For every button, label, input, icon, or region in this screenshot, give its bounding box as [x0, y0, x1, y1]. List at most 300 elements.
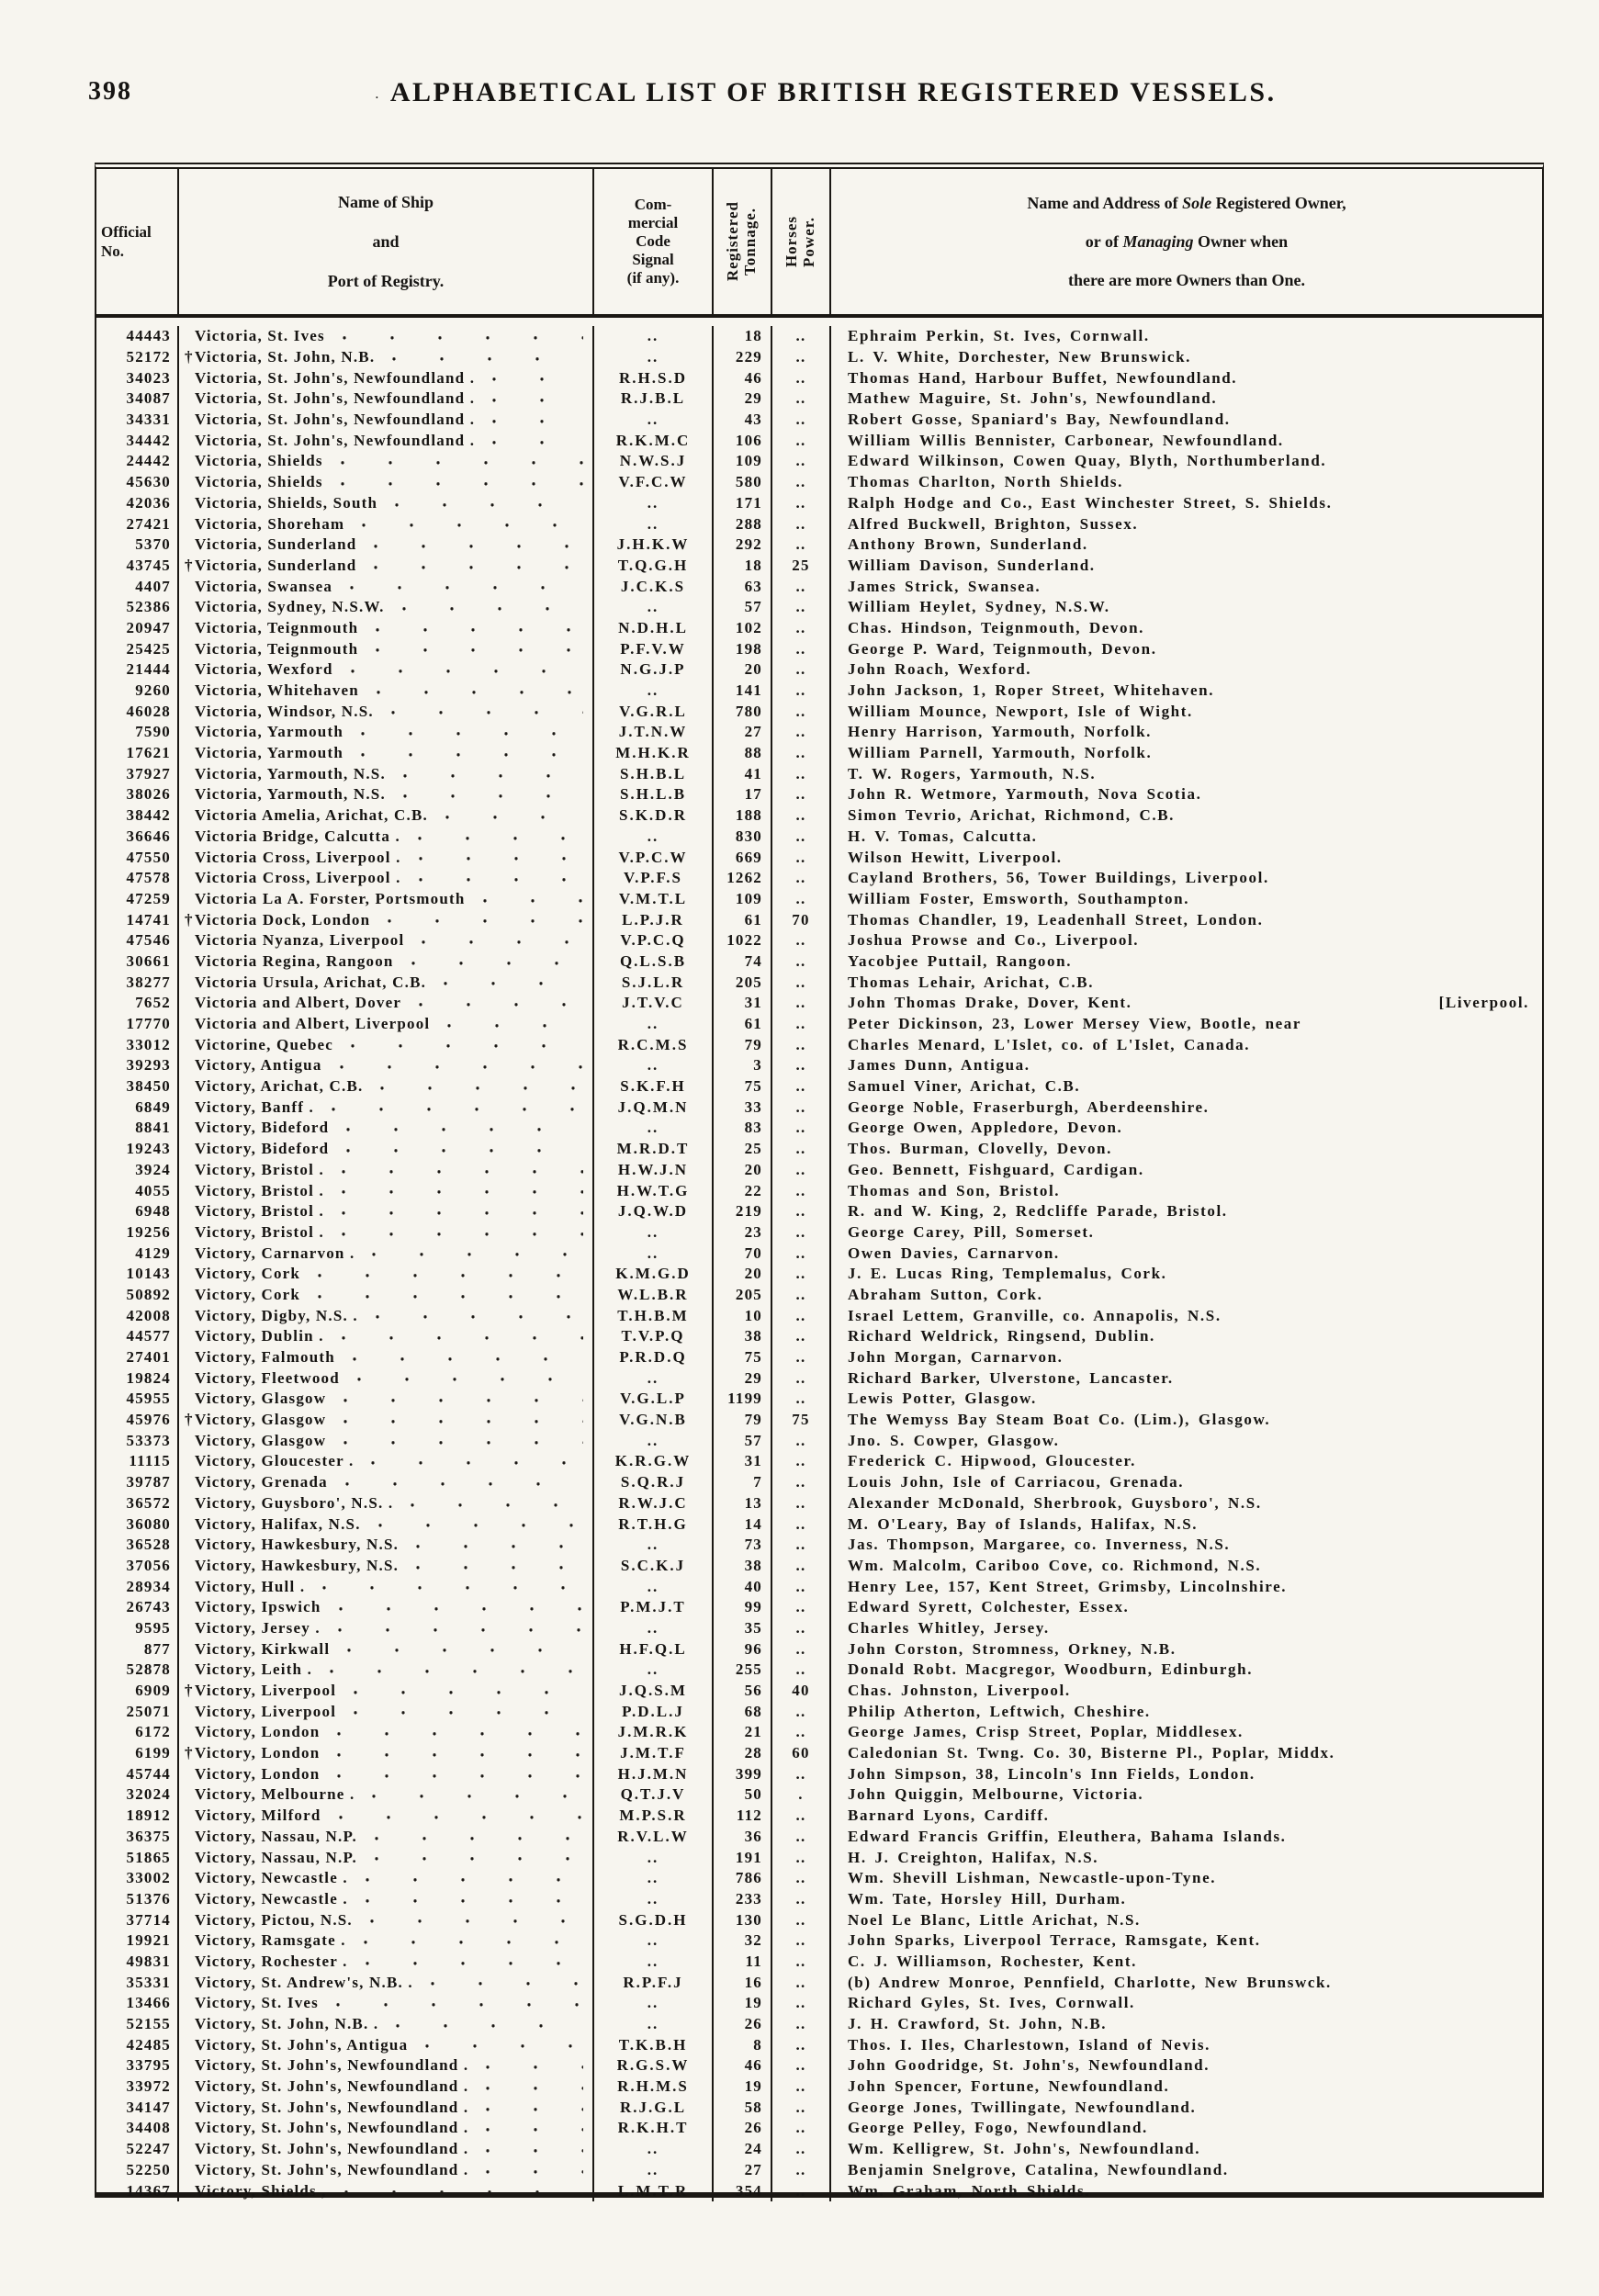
dot-leader [339, 1410, 583, 1431]
dot-leader [406, 1493, 583, 1514]
ship-name: Victory, Liverpool [195, 1702, 337, 1720]
table-row [96, 2160, 1542, 2181]
dot-leader [318, 1576, 583, 1597]
owner-cell [829, 1909, 1542, 1930]
owner-text: Barnard Lyons, Cardiff. [848, 1806, 1050, 1825]
table-row [96, 1118, 1542, 1139]
official-no: 3924 [135, 1160, 171, 1178]
ship-name-cell [177, 1139, 592, 1160]
ship-name-cell [177, 784, 592, 805]
ship-name: Victoria, St. John, N.B. [195, 348, 376, 366]
header-owner-line2: or of Managing Owner when [1085, 231, 1289, 251]
official-no: 42008 [126, 1306, 171, 1324]
ship-name: Victoria and Albert, Liverpool [195, 1015, 431, 1033]
table-row [96, 951, 1542, 973]
ship-name-cell [177, 2139, 592, 2160]
owner-text: Benjamin Snelgrove, Catalina, Newfoundland. [848, 2160, 1229, 2178]
official-no: 24442 [126, 452, 171, 470]
owner-text: Louis John, Isle of Carriacou, Grenada. [848, 1473, 1185, 1491]
table-row [96, 1722, 1542, 1743]
official-no: 45955 [126, 1390, 171, 1408]
official-no: 37056 [126, 1556, 171, 1574]
table-row [96, 1597, 1542, 1618]
dot-leader [357, 513, 583, 535]
table-row [96, 681, 1542, 702]
owner-cell [829, 513, 1542, 535]
page-number: 398 [88, 77, 132, 106]
horse-power: .. [771, 410, 829, 431]
ship-name: Victoria, Yarmouth, N.S. [195, 764, 386, 782]
dot-leader [441, 805, 583, 827]
ship-name-cell [177, 1367, 592, 1389]
official-no: 50892 [126, 1285, 171, 1303]
table-row [96, 1638, 1542, 1660]
ship-name-cell [177, 659, 592, 681]
horse-power: .. [771, 868, 829, 889]
ship-name-cell [177, 1597, 592, 1618]
ship-name-cell [177, 1430, 592, 1451]
official-no: 26743 [126, 1598, 171, 1616]
ship-name: Victoria and Albert, Dover [195, 994, 402, 1012]
ship-name: Victoria Bridge, Calcutta . [195, 827, 400, 845]
official-no: 33972 [126, 2077, 171, 2096]
ship-name-cell [177, 1285, 592, 1306]
ship-name-cell [177, 1868, 592, 1889]
registered-tonnage: 171 [712, 493, 771, 514]
owner-text: Robert Gosse, Spaniard's Bay, Newfoundland. [848, 411, 1231, 429]
registered-tonnage: 1022 [712, 930, 771, 951]
registered-tonnage: 36 [712, 1827, 771, 1848]
table-row [96, 1367, 1542, 1389]
code-signal: K.M.G.D [592, 1264, 712, 1285]
dot-leader [359, 1930, 583, 1952]
owner-text: Alfred Buckwell, Brighton, Sussex. [848, 514, 1139, 533]
code-signal: R.V.L.W [592, 1827, 712, 1848]
ship-name-cell [177, 1243, 592, 1264]
registered-tonnage: 38 [712, 1556, 771, 1577]
ship-name-cell [177, 1909, 592, 1930]
horse-power: .. [771, 472, 829, 493]
header-official-line2: No. [101, 242, 125, 260]
horse-power: .. [771, 1097, 829, 1118]
registered-tonnage: 1199 [712, 1389, 771, 1410]
owner-cell [829, 597, 1542, 618]
owner-text: Thos. Burman, Clovelly, Devon. [848, 1140, 1112, 1158]
dagger-mark: † [185, 910, 194, 929]
table-row [96, 556, 1542, 577]
ship-name-cell [177, 1638, 592, 1660]
horse-power: .. [771, 722, 829, 743]
code-signal: .. [592, 827, 712, 848]
registered-tonnage: 28 [712, 1743, 771, 1764]
owner-cell [829, 493, 1542, 514]
owner-text: (b) Andrew Monroe, Pennfield, Charlotte, New Brunswck. [848, 1973, 1332, 1991]
registered-tonnage: 38 [712, 1326, 771, 1347]
owner-text: George Carey, Pill, Somerset. [848, 1222, 1095, 1241]
ship-name-cell [177, 472, 592, 493]
ship-name: Victory, Bideford [195, 1140, 330, 1158]
ship-name-cell [177, 1701, 592, 1722]
official-no: 30661 [126, 951, 171, 970]
dot-leader [370, 1847, 583, 1868]
horse-power: .. [771, 827, 829, 848]
code-signal: .. [592, 410, 712, 431]
table-row [96, 1847, 1542, 1868]
ship-name: Victory, Glasgow [195, 1431, 327, 1449]
dot-leader [479, 889, 584, 910]
ship-name-cell [177, 618, 592, 639]
dot-leader [371, 638, 583, 659]
owner-cell [829, 972, 1542, 993]
owner-cell [829, 1618, 1542, 1639]
code-signal: K.R.G.W [592, 1451, 712, 1472]
ship-name-cell [177, 2014, 592, 2035]
owner-cell [829, 743, 1542, 764]
official-no: 34147 [126, 2098, 171, 2116]
horse-power: .. [771, 659, 829, 681]
owner-text: George Owen, Appledore, Devon. [848, 1119, 1123, 1137]
owner-cell [829, 576, 1542, 597]
official-no: 43745 [126, 556, 171, 574]
registered-tonnage: 41 [712, 763, 771, 784]
ship-name: Victory, Carnarvon . [195, 1244, 355, 1262]
table-row [96, 2077, 1542, 2098]
horse-power: .. [771, 1305, 829, 1326]
official-no: 877 [143, 1639, 171, 1658]
registered-tonnage: 109 [712, 451, 771, 472]
official-no: 14367 [126, 2181, 171, 2200]
registered-tonnage: 32 [712, 1930, 771, 1952]
horse-power: .. [771, 618, 829, 639]
owner-text: John Goodridge, St. John's, Newfoundland. [848, 2056, 1211, 2075]
owner-text: Samuel Viner, Arichat, C.B. [848, 1077, 1081, 1096]
owner-cell [829, 1264, 1542, 1285]
ship-name: Victory, Newcastle . [195, 1889, 348, 1908]
official-no: 47259 [126, 889, 171, 907]
code-signal: M.R.D.T [592, 1139, 712, 1160]
table-row [96, 743, 1542, 764]
ship-name: Victory, Hull . [195, 1577, 306, 1595]
dot-leader [333, 1618, 583, 1639]
official-no: 39787 [126, 1473, 171, 1491]
owner-text: John Quiggin, Melbourne, Victoria. [848, 1785, 1144, 1804]
header-owner-line3: there are more Owners than One. [1068, 270, 1305, 289]
code-signal: S.Q.R.J [592, 1472, 712, 1493]
table-row [96, 493, 1542, 514]
owner-text: Wm. Kelligrew, St. John's, Newfoundland. [848, 2140, 1201, 2158]
horse-power: .. [771, 1034, 829, 1055]
dot-leader [481, 2118, 583, 2139]
official-no: 33002 [126, 1869, 171, 1887]
horse-power: .. [771, 1638, 829, 1660]
table-row [96, 701, 1542, 722]
table-row [96, 2097, 1542, 2118]
header-tonnage-word1: Registered [724, 201, 742, 282]
official-no: 51865 [126, 1848, 171, 1866]
horse-power: .. [771, 2139, 829, 2160]
official-no: 49831 [126, 1952, 171, 1970]
owner-text: Chas. Hindson, Teignmouth, Devon. [848, 618, 1145, 636]
official-no: 8841 [135, 1119, 171, 1137]
ship-name: Victoria, Windsor, N.S. [195, 702, 374, 720]
table-row [96, 1618, 1542, 1639]
owner-text: Owen Davies, Carnarvon. [848, 1244, 1060, 1262]
code-signal: R.K.M.C [592, 430, 712, 451]
ship-name: Victory, Arichat, C.B. [195, 1077, 364, 1096]
ship-name-cell [177, 2118, 592, 2139]
owner-cell [829, 535, 1542, 556]
ship-name: Victory, Cork [195, 1265, 301, 1283]
owner-cell [829, 1180, 1542, 1201]
registered-tonnage: 35 [712, 1618, 771, 1639]
dot-leader [334, 1597, 583, 1618]
owner-text: Cayland Brothers, 56, Tower Buildings, Liverpool. [848, 869, 1269, 887]
registered-tonnage: 191 [712, 1847, 771, 1868]
owner-text: Edward Syrett, Colchester, Essex. [848, 1598, 1130, 1616]
owner-text: Thomas Charlton, North Shields. [848, 473, 1123, 491]
code-signal: H.F.Q.L [592, 1638, 712, 1660]
registered-tonnage: 79 [712, 1034, 771, 1055]
table-body [96, 318, 1542, 2201]
ship-name-cell [177, 493, 592, 514]
dagger-mark: † [185, 1411, 194, 1429]
ship-name-cell [177, 2077, 592, 2098]
owner-cell [829, 2118, 1542, 2139]
table-row [96, 1556, 1542, 1577]
header-owner [829, 169, 1542, 314]
dot-leader [383, 909, 583, 930]
owner-cell [829, 2097, 1542, 2118]
owner-cell [829, 659, 1542, 681]
ship-name: Victoria, Sunderland [195, 535, 357, 554]
owner-text: J. H. Crawford, St. John, N.B. [848, 2015, 1108, 2033]
ship-name: Victory, St. Ives [195, 1994, 319, 2012]
horse-power: .. [771, 1285, 829, 1306]
code-signal: P.R.D.Q [592, 1347, 712, 1368]
dot-leader [407, 951, 583, 973]
owner-cell [829, 1139, 1542, 1160]
code-signal: H.W.T.G [592, 1180, 712, 1201]
owner-cell [829, 763, 1542, 784]
table-row [96, 868, 1542, 889]
registered-tonnage: 27 [712, 2160, 771, 2181]
ship-name: Victory, Shields , [195, 2181, 327, 2200]
owner-text: Yacobjee Puttail, Rangoon. [848, 951, 1073, 970]
code-signal: N.D.H.L [592, 618, 712, 639]
dot-leader [414, 993, 583, 1014]
dot-leader [488, 410, 583, 431]
registered-tonnage: 33 [712, 1097, 771, 1118]
owner-cell [829, 1160, 1542, 1181]
table-row [96, 1285, 1542, 1306]
registered-tonnage: 786 [712, 1868, 771, 1889]
code-signal: M.H.K.R [592, 743, 712, 764]
ship-name: Victory, Dublin . [195, 1327, 324, 1345]
code-signal: J.Q.S.M [592, 1681, 712, 1702]
ship-name: Victory, St. John's, Newfoundland . [195, 2056, 469, 2075]
horse-power: .. [771, 784, 829, 805]
owner-text: Anthony Brown, Sunderland. [848, 535, 1088, 554]
table-row [96, 1326, 1542, 1347]
dot-leader [417, 930, 583, 951]
dot-leader [337, 1222, 583, 1244]
ship-name-cell [177, 827, 592, 848]
official-no: 46028 [126, 702, 171, 720]
owner-cell [829, 1493, 1542, 1514]
ship-name: Victory, Gloucester . [195, 1452, 355, 1470]
owner-cell [829, 1868, 1542, 1889]
dot-leader [366, 1451, 583, 1472]
ship-name-cell [177, 1743, 592, 1764]
owner-cell [829, 1952, 1542, 1973]
ship-name-cell [177, 868, 592, 889]
ship-name-cell [177, 451, 592, 472]
horse-power: .. [771, 2034, 829, 2055]
dot-leader [346, 1034, 583, 1055]
official-no: 44443 [126, 327, 171, 345]
ship-name: Victoria Regina, Rangoon [195, 951, 394, 970]
owner-text: William Davison, Sunderland. [848, 556, 1096, 574]
ship-name-cell [177, 410, 592, 431]
table-row [96, 1889, 1542, 1910]
header-code-line3: Code [636, 231, 670, 250]
owner-cell [829, 1222, 1542, 1244]
owner-cell [829, 1638, 1542, 1660]
registered-tonnage: 83 [712, 1118, 771, 1139]
owner-text: William Willis Bennister, Carbonear, Newfoundland. [848, 431, 1284, 449]
code-signal: .. [592, 1930, 712, 1952]
code-signal: N.G.J.P [592, 659, 712, 681]
ship-name-cell [177, 1763, 592, 1784]
owner-cell [829, 1847, 1542, 1868]
official-no: 47550 [126, 848, 171, 866]
owner-text: Peter Dickinson, 23, Lower Mersey View, Bootle, near [848, 1015, 1302, 1033]
code-signal: J.Q.W.D [592, 1201, 712, 1222]
table-row [96, 1055, 1542, 1076]
horse-power: . [771, 1784, 829, 1806]
registered-tonnage: 63 [712, 576, 771, 597]
table-row [96, 889, 1542, 910]
owner-text: Philip Atherton, Leftwich, Cheshire. [848, 1702, 1151, 1720]
registered-tonnage: 26 [712, 2014, 771, 2035]
registered-tonnage: 21 [712, 1722, 771, 1743]
table-row [96, 576, 1542, 597]
table-row [96, 1389, 1542, 1410]
table-row [96, 1451, 1542, 1472]
code-signal: S.C.K.J [592, 1556, 712, 1577]
horse-power: .. [771, 1139, 829, 1160]
owner-text: H. V. Tomas, Calcutta. [848, 827, 1038, 845]
header-official-no [96, 169, 177, 314]
official-no: 52247 [126, 2140, 171, 2158]
dot-leader [374, 1514, 583, 1535]
table-row [96, 805, 1542, 827]
ship-name: Victory, Milford [195, 1806, 321, 1825]
owner-text: Thomas Hand, Harbour Buffet, Newfoundland. [848, 368, 1238, 387]
table-row [96, 638, 1542, 659]
horse-power: .. [771, 2077, 829, 2098]
code-signal: R.P.F.J [592, 1972, 712, 1993]
ship-name: Victory, Grenada [195, 1473, 328, 1491]
registered-tonnage: 830 [712, 827, 771, 848]
registered-tonnage: 29 [712, 1367, 771, 1389]
ship-name-cell [177, 1472, 592, 1493]
ship-name: Victoria, Shoreham [195, 514, 345, 533]
registered-tonnage: 68 [712, 1701, 771, 1722]
ship-name-cell [177, 763, 592, 784]
ship-name: Victory, Rochester . [195, 1952, 348, 1970]
ship-name: Victoria Cross, Liverpool . [195, 848, 401, 866]
ship-name: Victoria Amelia, Arichat, C.B. [195, 806, 428, 825]
owner-text: John Simpson, 38, Lincoln's Inn Fields, London. [848, 1764, 1256, 1783]
table-row [96, 1952, 1542, 1973]
registered-tonnage: 56 [712, 1681, 771, 1702]
official-no: 19921 [126, 1931, 171, 1950]
header-name-line3: Port of Registry. [327, 271, 445, 290]
ship-name-cell [177, 1264, 592, 1285]
ship-name: Victory, Halifax, N.S. [195, 1514, 361, 1533]
dot-leader [337, 1180, 583, 1201]
ship-name: Victoria, Teignmouth [195, 618, 359, 636]
registered-tonnage: 73 [712, 1535, 771, 1556]
dot-leader [372, 681, 583, 702]
code-signal: V.P.C.Q [592, 930, 712, 951]
ship-name: Victory, Glasgow [195, 1411, 327, 1429]
dot-leader [414, 868, 583, 889]
registered-tonnage: 58 [712, 2097, 771, 2118]
table-row [96, 1868, 1542, 1889]
table-row [96, 1743, 1542, 1764]
horse-power: 75 [771, 1410, 829, 1431]
table-row [96, 930, 1542, 951]
dot-leader [313, 1285, 583, 1306]
horse-power: .. [771, 1576, 829, 1597]
dot-leader [313, 1264, 583, 1285]
owner-cell [829, 1930, 1542, 1952]
table-row [96, 535, 1542, 556]
code-signal: .. [592, 493, 712, 514]
owner-cell [829, 556, 1542, 577]
dot-leader [349, 1701, 583, 1722]
registered-tonnage: 354 [712, 2180, 771, 2201]
registered-tonnage: 20 [712, 1160, 771, 1181]
dot-leader [339, 1430, 583, 1451]
code-signal: H.W.J.N [592, 1160, 712, 1181]
horse-power: .. [771, 1201, 829, 1222]
table-row [96, 909, 1542, 930]
official-no: 9595 [135, 1618, 171, 1637]
ship-name-cell [177, 1784, 592, 1806]
ship-name: Victory, Hawkesbury, N.S. [195, 1536, 400, 1554]
owner-cell [829, 1243, 1542, 1264]
owner-cell [829, 1972, 1542, 1993]
table-row [96, 659, 1542, 681]
owner-cell [829, 638, 1542, 659]
code-signal: .. [592, 1222, 712, 1244]
owner-cell [829, 326, 1542, 347]
official-no: 36572 [126, 1493, 171, 1512]
code-signal: V.M.T.L [592, 889, 712, 910]
table-row [96, 2118, 1542, 2139]
dot-leader [342, 1139, 583, 1160]
header-official-line1: Official [101, 222, 152, 241]
owner-text: Wm. Tate, Horsley Hill, Durham. [848, 1889, 1127, 1908]
ship-name: Victory, Ipswich [195, 1598, 321, 1616]
ship-name: Victory, St. John, N.B. . [195, 2015, 379, 2033]
registered-tonnage: 31 [712, 993, 771, 1014]
header-owner-line1: Name and Address of Sole Registered Owner, [1027, 193, 1346, 212]
horse-power: .. [771, 1055, 829, 1076]
